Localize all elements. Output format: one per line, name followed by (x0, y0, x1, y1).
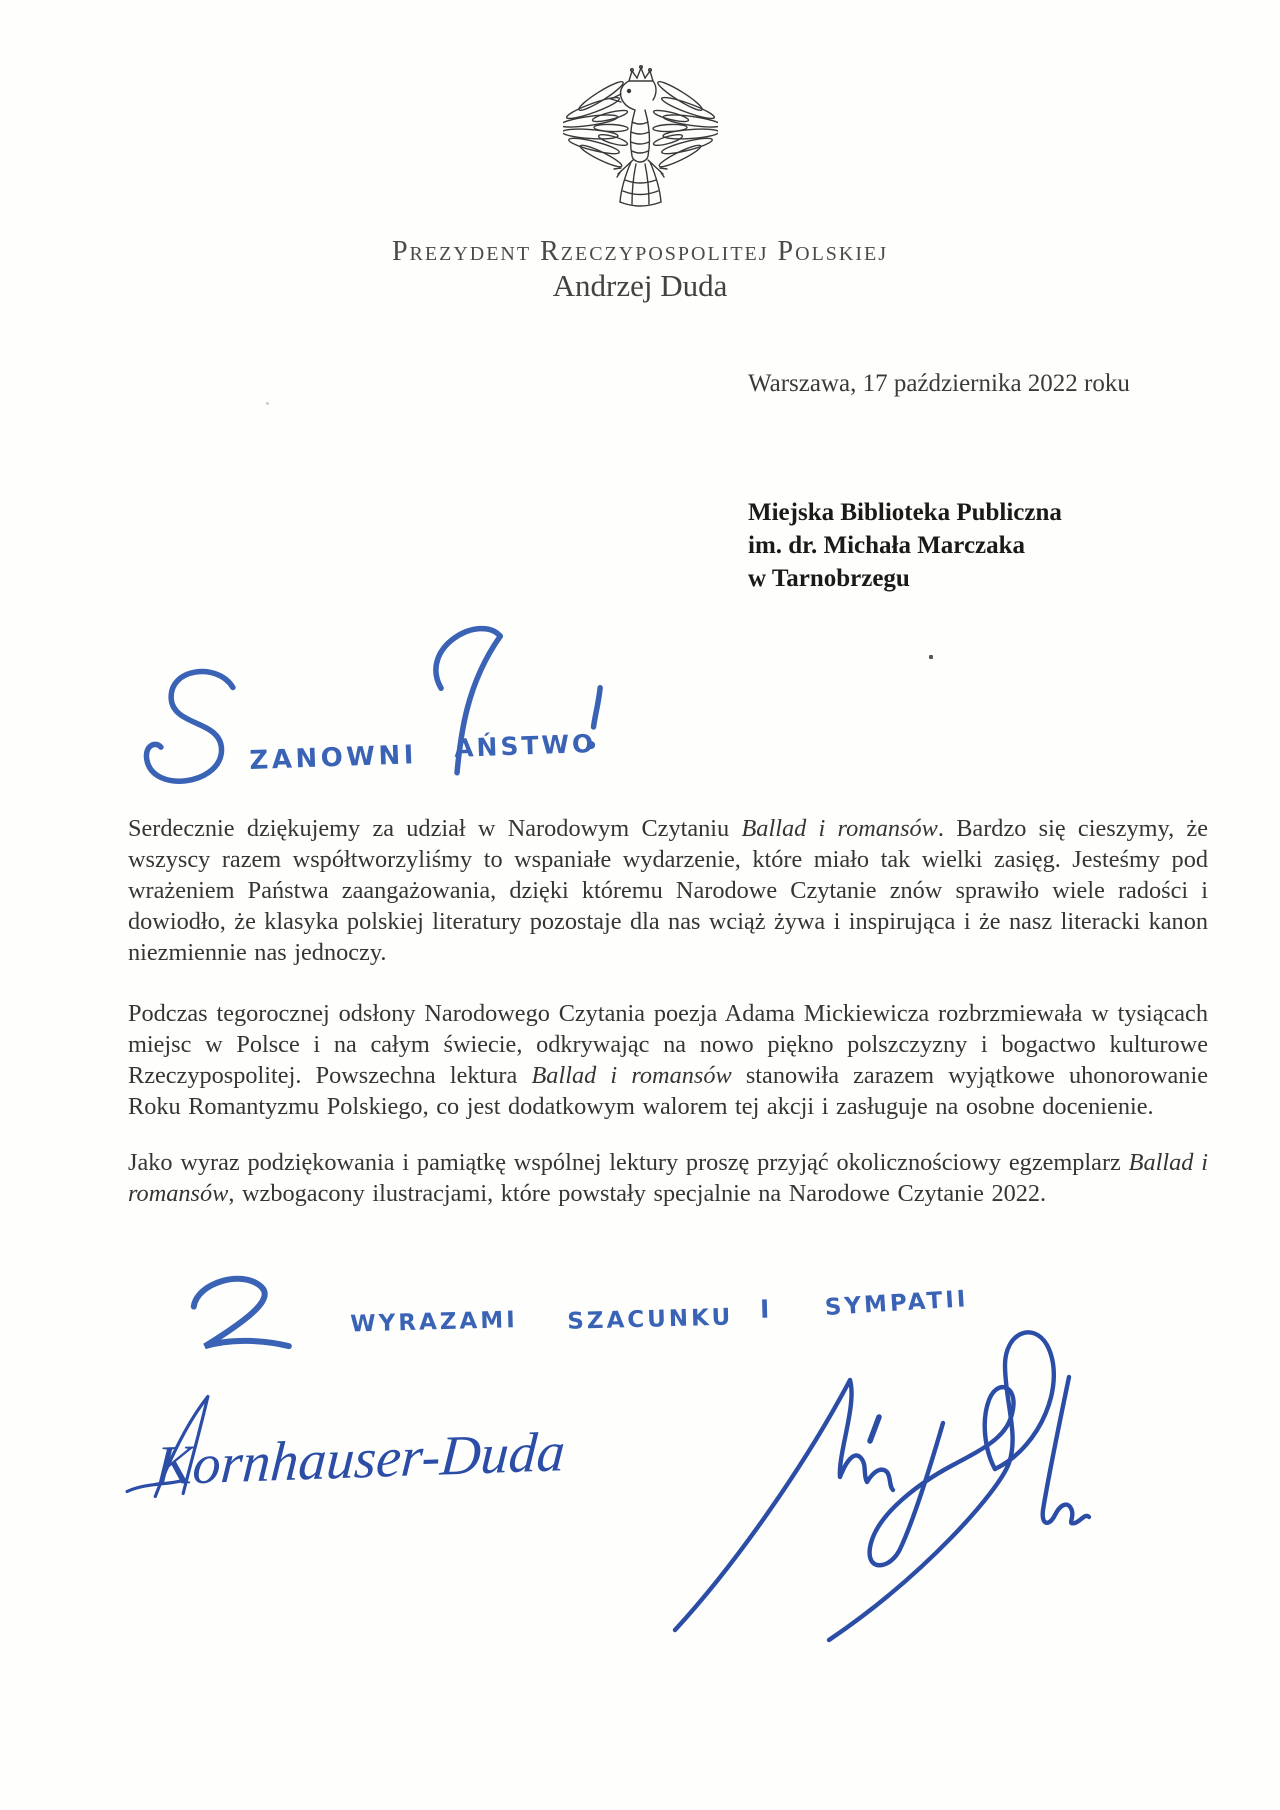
recipient-line-2: im. dr. Michała Marczaka (748, 532, 1026, 559)
signature-kornhauser-duda (118, 1376, 678, 1526)
signature-andrzej-duda (595, 1325, 1170, 1655)
body-paragraph (128, 1147, 1208, 1209)
greeting-initial-p-bowl (434, 628, 502, 688)
signature-left-name: Kornhauser-Duda (153, 1421, 567, 1498)
closing-word-3: i (759, 1294, 772, 1324)
recipient-line-1: Miejska Biblioteka Publiczna (748, 499, 1062, 526)
signature-right-stroke-1 (675, 1380, 893, 1630)
greeting-word1-rest: zanowni (248, 740, 418, 776)
signature-right-stroke-3 (829, 1332, 1054, 1640)
book-title-italic: Ballad i romansów (741, 815, 938, 842)
closing-word-4: sympatii (824, 1286, 970, 1321)
book-title-italic: Ballad i romansów (128, 1149, 1208, 1207)
scan-speck (929, 655, 933, 659)
paragraph-text: , wzbogacony ilustracjami, które powstały specjalnie na Narodowe Czytanie 2022. (228, 1180, 1047, 1207)
closing-word-2: szacunku (566, 1304, 734, 1335)
book-title-italic: Ballad i romansów (531, 1062, 732, 1089)
paragraph-text: Serdecznie dziękujemy za udział w Narodowym Czytaniu (128, 815, 742, 842)
recipient-line-3: w Tarnobrzegu (748, 565, 910, 592)
body-paragraph (128, 813, 1208, 968)
letterhead-title: Prezydent Rzeczypospolitej Polskiej (391, 236, 889, 267)
book-title-italic-lead: Jako wyraz podziękowania i pamiątkę wspólnej lektury proszę przyjąć okolicznościowy egzemplarz (128, 1149, 1129, 1176)
body-paragraph (128, 998, 1208, 1122)
closing-word-1: wyrazami (349, 1307, 519, 1338)
letterhead-name: Andrzej Duda (552, 268, 728, 303)
closing-initial-z-stroke (193, 1277, 289, 1348)
paragraph-text: . Bardzo się cieszymy, że wszyscy razem współtworzyliśmy to wspaniałe wydarzenie, które miało tak wielki zasięg. Jesteśmy pod wrażeniem Państwa zaangażowania, dzięki któremu Narodowe Czytanie znów sprawiło wiele radości i dowiodło, że klasyka polskiej literatury pozostaje dla nas wciąż żywa i inspirująca i że nasz literacki kanon niezmiennie nas jednoczy. (128, 815, 1209, 966)
greeting-initial-s-stroke (144, 670, 237, 782)
scan-speck-faint (266, 402, 269, 405)
greeting-exclamation-stroke (592, 688, 601, 727)
paragraph-text: Podczas tegorocznej odsłony Narodowego Czytania poezja Adama Mickiewicza rozbrzmiewała w tysiącach miejsc w Polsce i na całym świecie, odkrywając na nowo piękno polszczyzny i bogactwo kulturowe Rzeczypospolitej. Powszechna lektura (128, 1000, 1208, 1089)
dateline: Warszawa, 17 października 2022 roku (748, 370, 1130, 397)
paragraph-text: stanowiła zarazem wyjątkowe uhonorowanie Roku Romantyzmu Polskiego, co jest dodatkowym walorem tej akcji i zasługuje na osobne docenienie. (128, 1062, 1208, 1120)
polish-eagle-emblem-icon (563, 64, 718, 214)
letter-body (128, 813, 1208, 1239)
handwritten-greeting (112, 616, 672, 801)
signature-right-apostrophe (870, 1417, 879, 1441)
recipient-block (748, 496, 1062, 595)
greeting-word2-rest: aństwo (453, 728, 597, 763)
